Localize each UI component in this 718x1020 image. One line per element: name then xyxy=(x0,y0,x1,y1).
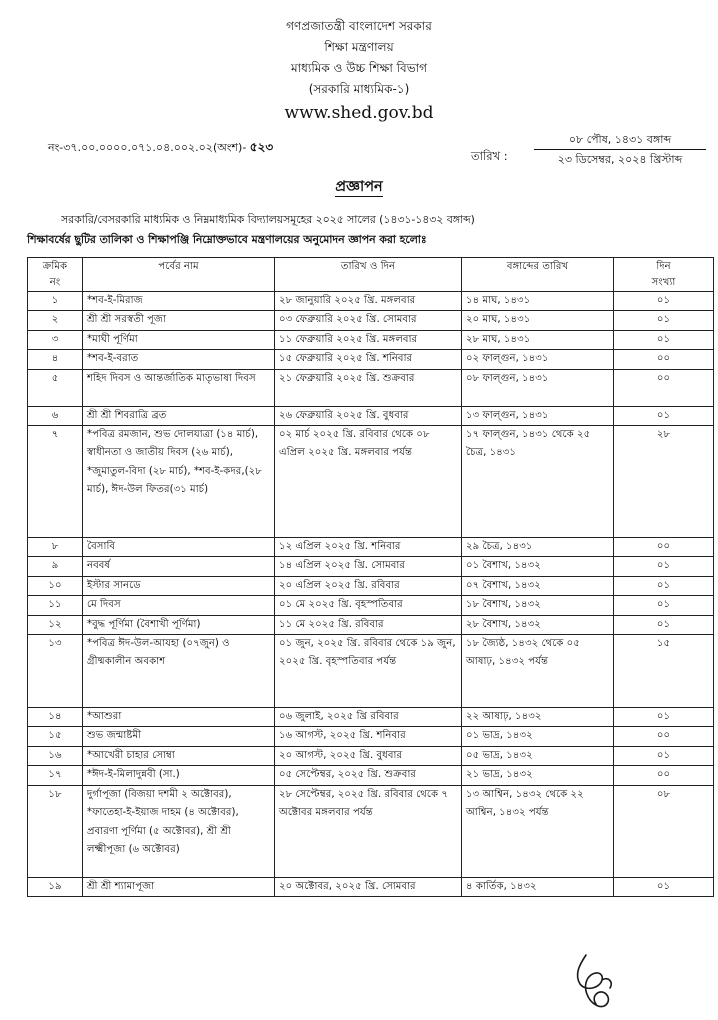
row-festival-name: শহিদ দিবস ও আন্তর্জাতিক মাতৃভাষা দিবস xyxy=(83,369,275,406)
row-bangla-date: ০৫ ভাদ্র, ১৪৩২ xyxy=(462,746,614,765)
row-date-day: ০১ মে ২০২৫ খ্রি. বৃহস্পতিবার xyxy=(275,596,462,615)
row-festival-name: *পবিত্র রমজান, শুভ দোলযাত্রা (১৪ মার্চ), স্বাধীনতা ও জাতীয় দিবস (২৬ মার্চ), *জুমাতুল-বিদা (২৮ মার্চ), *শব-ই-কদর,(২৮ মার্চ), ঈদ-উল ফিতর(৩১ মার্চ) xyxy=(83,426,275,538)
row-day-count: ০৮ xyxy=(614,785,714,877)
table-row xyxy=(28,311,714,330)
table-row xyxy=(28,292,714,311)
row-date-day: ১৪ এপ্রিল ২০২৫ খ্রি. সোমবার xyxy=(275,557,462,576)
header-date-day: তারিখ ও দিন xyxy=(275,258,462,292)
row-serial: ১২ xyxy=(28,615,83,634)
row-day-count: ০০ xyxy=(614,727,714,746)
row-date-day: ১১ ফেব্রুয়ারি ২০২৫ খ্রি. মঙ্গলবার xyxy=(275,330,462,349)
intro-line-2: শিক্ষাবর্ষের ছুটির তালিকা ও শিক্ষাপঞ্জি নিম্নোক্তভাবে মন্ত্রণালয়ের অনুমোদন জ্ঞাপন করা হলোঃ xyxy=(27,233,427,246)
row-bangla-date: ১৮ বৈশাখ, ১৪৩২ xyxy=(462,596,614,615)
row-day-count: ০১ xyxy=(614,576,714,595)
row-bangla-date: ০২ ফাল্গুন, ১৪৩১ xyxy=(462,350,614,369)
row-date-day: ০২ মার্চ ২০২৫ খ্রি. রবিবার থেকে ০৮ এপ্রিল ২০২৫ খ্রি. মঙ্গলবার পর্যন্ত xyxy=(275,426,462,538)
memo-number-suffix: ৫২৩ xyxy=(249,140,274,154)
row-day-count: ০১ xyxy=(614,708,714,727)
header-serial xyxy=(28,258,83,292)
row-day-count: ১৫ xyxy=(614,635,714,708)
division-name: মাধ্যমিক ও উচ্চ শিক্ষা বিভাগ xyxy=(290,61,428,75)
row-serial: ১ xyxy=(28,292,83,311)
row-day-count: ০১ xyxy=(614,406,714,425)
row-day-count: ০০ xyxy=(614,766,714,785)
row-serial: ১৩ xyxy=(28,635,83,708)
header-festival-name: পর্বের নাম xyxy=(83,258,275,292)
row-festival-name: শ্রী শ্রী সরস্বতী পূজা xyxy=(83,311,275,330)
row-date-day: ১৬ আগস্ট, ২০২৫ খ্রি. শনিবার xyxy=(275,727,462,746)
row-bangla-date: ৪ কার্তিক, ১৪৩২ xyxy=(462,877,614,896)
date-bangla: ০৮ পৌষ, ১৪৩১ বঙ্গাব্দ xyxy=(568,133,672,146)
holiday-table xyxy=(27,257,714,897)
row-date-day: ০৬ জুলাই, ২০২৫ খ্রি রবিবার xyxy=(275,708,462,727)
row-day-count: ০১ xyxy=(614,330,714,349)
table-row xyxy=(28,350,714,369)
header-bangla-date: বঙ্গাব্দের তারিখ xyxy=(462,258,614,292)
row-serial: ১৪ xyxy=(28,708,83,727)
row-serial: ২ xyxy=(28,311,83,330)
table-row xyxy=(28,426,714,538)
row-day-count: ০০ xyxy=(614,538,714,557)
row-bangla-date: ২০ মাঘ, ১৪৩১ xyxy=(462,311,614,330)
memo-date xyxy=(534,131,706,168)
row-bangla-date: ১৭ ফাল্গুন, ১৪৩১ থেকে ২৫ চৈত্র, ১৪৩১ xyxy=(462,426,614,538)
table-row xyxy=(28,877,714,896)
row-festival-name: *বুদ্ধ পূর্ণিমা (বৈশাখী পূর্ণিমা) xyxy=(83,615,275,634)
row-date-day: ০১ জুন, ২০২৫ খ্রি. রবিবার থেকে ১৯ জুন, ২০২৫ খ্রি. বৃহস্পতিবার পর্যন্ত xyxy=(275,635,462,708)
row-date-day: ০৫ সেপ্টেম্বর, ২০২৫ খ্রি. শুক্রবার xyxy=(275,766,462,785)
row-festival-name: *আশুরা xyxy=(83,708,275,727)
row-bangla-date: ২১ ভাদ্র, ১৪৩২ xyxy=(462,766,614,785)
row-date-day: ২০ অক্টোবর, ২০২৫ খ্রি. সোমবার xyxy=(275,877,462,896)
row-day-count: ০১ xyxy=(614,615,714,634)
table-row xyxy=(28,330,714,349)
table-row xyxy=(28,766,714,785)
header-days-line1: দিন xyxy=(656,261,671,272)
row-day-count: ২৮ xyxy=(614,426,714,538)
row-festival-name: শ্রী শ্রী শিবরাত্রি ব্রত xyxy=(83,406,275,425)
table-row xyxy=(28,576,714,595)
row-bangla-date: ০৭ বৈশাখ, ১৪৩২ xyxy=(462,576,614,595)
table-row xyxy=(28,708,714,727)
row-day-count: ০০ xyxy=(614,350,714,369)
date-gregorian: ২৩ ডিসেম্বর, ২০২৪ খ্রিস্টাব্দ xyxy=(557,153,683,166)
intro-paragraph xyxy=(27,210,713,250)
row-serial: ৯ xyxy=(28,557,83,576)
row-date-day: ২১ ফেব্রুয়ারি ২০২৫ খ্রি. শুক্রবার xyxy=(275,369,462,406)
row-festival-name: *আখেরী চাহার সোম্বা xyxy=(83,746,275,765)
header-day-count xyxy=(614,258,714,292)
row-bangla-date: ০১ ভাদ্র, ১৪৩২ xyxy=(462,727,614,746)
signature xyxy=(566,952,626,1012)
date-label: তারিখ : xyxy=(471,149,508,163)
row-serial: ৩ xyxy=(28,330,83,349)
row-serial: ১৯ xyxy=(28,877,83,896)
row-bangla-date: ২৮ বৈশাখ, ১৪৩২ xyxy=(462,615,614,634)
table-row xyxy=(28,538,714,557)
table-row xyxy=(28,635,714,708)
row-date-day: ২০ আগস্ট, ২০২৫ খ্রি. বুধবার xyxy=(275,746,462,765)
row-festival-name: *মাঘী পূর্ণিমা xyxy=(83,330,275,349)
table-row xyxy=(28,369,714,406)
row-serial: ৫ xyxy=(28,369,83,406)
row-bangla-date: ২২ আষাঢ়, ১৪৩২ xyxy=(462,708,614,727)
row-festival-name: নববর্ষ xyxy=(83,557,275,576)
table-row xyxy=(28,615,714,634)
row-bangla-date: ০১ বৈশাখ, ১৪৩২ xyxy=(462,557,614,576)
memo-number-text: নং-৩৭.০০.০০০০.০৭১.০৪.০০২.০২(অংশ)- xyxy=(48,141,247,154)
date-divider xyxy=(534,149,706,150)
row-serial: ৬ xyxy=(28,406,83,425)
government-name: গণপ্রজাতন্ত্রী বাংলাদেশ সরকার xyxy=(286,19,432,33)
intro-line-1: সরকারি/বেসরকারি মাধ্যমিক ও নিম্নমাধ্যমিক বিদ্যালয়সমূহের ২০২৫ সালের (১৪৩১-১৪৩২ বঙ্গাব্দ) xyxy=(61,213,475,226)
row-serial: ১৭ xyxy=(28,766,83,785)
section-name: (সরকারি মাধ্যমিক-১) xyxy=(308,82,410,96)
row-serial: ১৮ xyxy=(28,785,83,877)
row-festival-name: *ঈদ-ই-মিলাদুন্নবী (সা.) xyxy=(83,766,275,785)
row-serial: ১৫ xyxy=(28,727,83,746)
row-date-day: ২৬ ফেব্রুয়ারি ২০২৫ খ্রি. বুধবার xyxy=(275,406,462,425)
row-festival-name: বৈসাবি xyxy=(83,538,275,557)
row-festival-name: মে দিবস xyxy=(83,596,275,615)
header-days-line2: সংখ্যা xyxy=(651,277,676,288)
row-serial: ১৬ xyxy=(28,746,83,765)
row-serial: ১১ xyxy=(28,596,83,615)
letterhead xyxy=(0,16,718,125)
row-date-day: ০৩ ফেব্রুয়ারি ২০২৫ খ্রি. সোমবার xyxy=(275,311,462,330)
memo-number xyxy=(48,139,273,159)
row-date-day: ২৮ সেপ্টেম্বর, ২০২৫ খ্রি. রবিবার থেকে ৭ অক্টোবর মঙ্গলবার পর্যন্ত xyxy=(275,785,462,877)
row-day-count: ০০ xyxy=(614,369,714,406)
row-bangla-date: ০৮ ফাল্গুন, ১৪৩১ xyxy=(462,369,614,406)
row-festival-name: *পবিত্র ঈদ-উল-আযহা (০৭জুন) ও গ্রীষ্মকালীন অবকাশ xyxy=(83,635,275,708)
header-serial-line2: নং xyxy=(49,277,61,288)
row-bangla-date: ১৩ ফাল্গুন, ১৪৩১ xyxy=(462,406,614,425)
row-date-day: ২০ এপ্রিল ২০২৫ খ্রি. রবিবার xyxy=(275,576,462,595)
website-link[interactable]: www.shed.gov.bd xyxy=(284,103,434,123)
row-festival-name: *শব-ই-মিরাজ xyxy=(83,292,275,311)
header-serial-line1: ক্রমিক xyxy=(42,261,68,272)
row-day-count: ০১ xyxy=(614,311,714,330)
row-date-day: ১৫ ফেব্রুয়ারি ২০২৫ খ্রি. শনিবার xyxy=(275,350,462,369)
row-bangla-date: ২৯ চৈত্র, ১৪৩১ xyxy=(462,538,614,557)
row-serial: ৭ xyxy=(28,426,83,538)
document-title xyxy=(0,176,718,200)
row-bangla-date: ১৩ আশ্বিন, ১৪৩২ থেকে ২২ আশ্বিন, ১৪৩২ পর্যন্ত xyxy=(462,785,614,877)
row-bangla-date: ২৮ মাঘ, ১৪৩১ xyxy=(462,330,614,349)
row-date-day: ১২ এপ্রিল ২০২৫ খ্রি. শনিবার xyxy=(275,538,462,557)
table-row xyxy=(28,746,714,765)
table-row xyxy=(28,727,714,746)
row-serial: ১০ xyxy=(28,576,83,595)
row-bangla-date: ১৪ মাঘ, ১৪৩১ xyxy=(462,292,614,311)
row-day-count: ০১ xyxy=(614,292,714,311)
row-day-count: ০১ xyxy=(614,746,714,765)
row-serial: ৮ xyxy=(28,538,83,557)
row-bangla-date: ১৮ জ্যৈষ্ঠ, ১৪৩২ থেকে ০৫ আষাঢ়, ১৪৩২ পর্যন্ত xyxy=(462,635,614,708)
row-day-count: ০১ xyxy=(614,557,714,576)
row-festival-name: শ্রী শ্রী শ্যামাপূজা xyxy=(83,877,275,896)
table-row xyxy=(28,785,714,877)
row-date-day: ২৮ জানুয়ারি ২০২৫ খ্রি. মঙ্গলবার xyxy=(275,292,462,311)
row-festival-name: ইস্টার সানডে xyxy=(83,576,275,595)
row-serial: ৪ xyxy=(28,350,83,369)
row-day-count: ০১ xyxy=(614,877,714,896)
row-day-count: ০১ xyxy=(614,596,714,615)
row-festival-name: *শব-ই-বরাত xyxy=(83,350,275,369)
ministry-name: শিক্ষা মন্ত্রণালয় xyxy=(324,40,394,54)
table-row xyxy=(28,557,714,576)
row-festival-name: দুর্গাপূজা (বিজয়া দশমী ২ অক্টোবর), *ফাতেহা-ই-ইয়াজ দাহম (৪ অক্টোবর), প্রবারণা পূর্ণিমা (৫ অক্টোবর), শ্রী শ্রী লক্ষ্মীপূজা (৬ অক্টোবর) xyxy=(83,785,275,877)
table-row xyxy=(28,406,714,425)
row-date-day: ১১ মে ২০২৫ খ্রি. রবিবার xyxy=(275,615,462,634)
document-title-text: প্রজ্ঞাপন xyxy=(335,179,383,195)
table-header-row xyxy=(28,258,714,292)
row-festival-name: শুভ জন্মাষ্টমী xyxy=(83,727,275,746)
table-row xyxy=(28,596,714,615)
